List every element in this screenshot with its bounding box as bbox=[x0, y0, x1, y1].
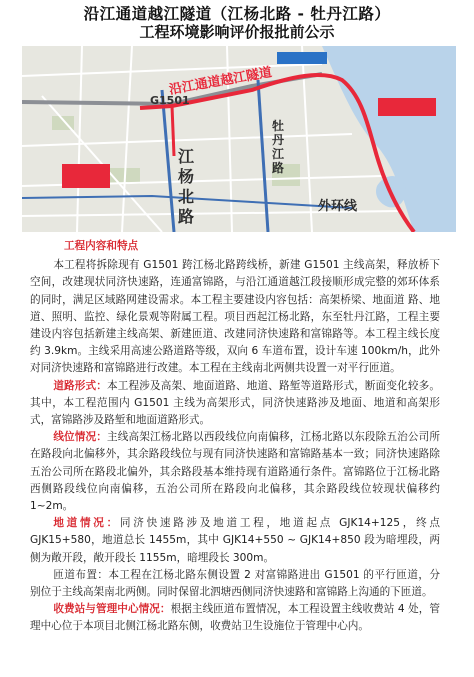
svg-text:杨: 杨 bbox=[178, 167, 195, 186]
map-connector bbox=[172, 106, 174, 156]
map-tag bbox=[378, 98, 436, 116]
section-heading: 工程内容和特点 bbox=[64, 240, 139, 252]
map-mudanjiang-label bbox=[272, 118, 285, 175]
svg-text:江: 江 bbox=[178, 147, 195, 166]
paragraph-toll: 收费站与管理中心情况：根据主线匝道布置情况，本工程设置主线收费站 4 处，管理中心位于本项目北侧江杨北路东侧，收费站卫生设施位于管理中心内。 bbox=[30, 603, 440, 633]
paragraph-underpass: 地道情况：同济快速路涉及地道工程，地道起点 GJK14+125，终点 GJK15+580，地道总长 1455m，其中 GJK14+550 ~ GJK14+850 段为暗埋段，两侧为敞开段，敞开段长 1155m，暗埋段长 300m。 bbox=[30, 517, 440, 564]
svg-text:路: 路 bbox=[272, 161, 285, 175]
paragraph-road-form: 道路形式：本工程涉及高架、地面道路、地道、路堑等道路形式，断面变化较多。其中，本工程范围内 G1501 主线为高架形式，同济快速路涉及地面、地道和高架形式，富锦路涉及路堑和地面道路形式。 bbox=[30, 379, 441, 427]
svg-text:北: 北 bbox=[178, 187, 195, 206]
map-tag bbox=[277, 52, 327, 64]
svg-text:牡: 牡 bbox=[272, 119, 285, 133]
map-tag bbox=[62, 164, 110, 188]
doc-subtitle: 工程环境影响评价报批前公示 bbox=[139, 23, 335, 41]
paragraph-alignment: 线位情况：主线高架江杨北路以西段线位向南偏移，江杨北路以东段除五治公司所在路段向北偏移外，其余路段线位与现有同济快速路和富锦路基本一致；同济快速路除五治公司所在路段北偏外，其余路段基本维持现有道路通行条件。富锦路位于江杨北路西侧路段线位向南偏移，五治公司所在路段向北偏移，其余路段线位较现状偏移约 1~2m。 bbox=[30, 431, 441, 513]
doc-title: 沿江通道越江隧道（江杨北路 - 牡丹江路） bbox=[83, 5, 391, 23]
paragraph-overview: 本工程将拆除现有 G1501 跨江杨北路跨线桥，新建 G1501 主线高架，释放桥下空间，改建现状同济快速路，连通富锦路，与沿江通道越江段接顺形成完整的郊环体系的同时，满足区域路网建设需求。本工程主要建设内容包括：高架桥梁、地面道 路、地道、照明、监控、绿化景观等附属工程。项目西起江杨北路，东至牡丹江路，工程主要建设内容包括新建主线高架、新建匝道、改建同济快速路和富锦路等。本工程主线长度约 3.9km。主线采用高速公路道路等级，双向 6 车道布置，设计车速 100km/h，此外对同济快速路和富锦路进行改建。本工程在主线南北两侧共设置一对平行匝道。 bbox=[30, 259, 440, 375]
label-toll: 收费站与管理中心情况： bbox=[53, 603, 171, 616]
project-location-map bbox=[22, 46, 456, 232]
label-underpass: 地道情况： bbox=[53, 517, 120, 530]
label-road-form: 道路形式： bbox=[53, 379, 108, 392]
svg-text:路: 路 bbox=[178, 207, 195, 226]
label-ramp: 匝道布置： bbox=[53, 568, 109, 581]
label-alignment: 线位情况： bbox=[53, 431, 108, 444]
svg-text:丹: 丹 bbox=[272, 133, 285, 147]
document-body bbox=[30, 238, 440, 636]
paragraph-ramp: 匝道布置：本工程在江杨北路东侧设置 2 对富锦路进出 G1501 的平行匝道，分 别位于主线高架南北两侧。同时保留北泗塘西侧同济快速路和富锦路上沟通的下匝道。 bbox=[30, 568, 440, 599]
svg-text:江: 江 bbox=[272, 147, 285, 161]
map-tunnel-label: 沿江通道越江隧道 bbox=[168, 65, 274, 98]
map-g1501-label: G1501 bbox=[150, 94, 190, 107]
map-jiangyang-north-label bbox=[177, 147, 195, 226]
map-outer-ring-label: 外环线 bbox=[318, 199, 358, 214]
